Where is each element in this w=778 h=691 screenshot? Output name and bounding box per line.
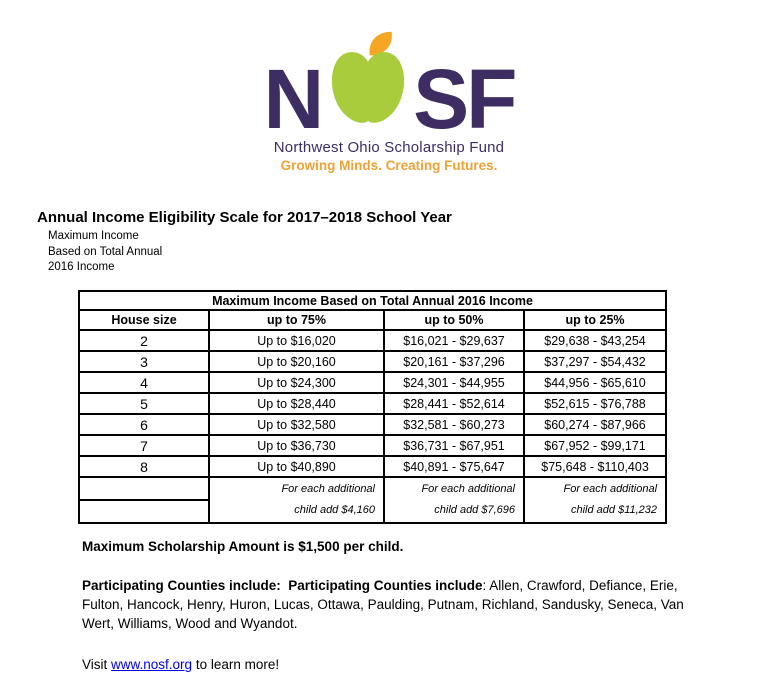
table-row [79, 330, 666, 351]
footer-note-line2: child add $11,232 [571, 504, 658, 516]
col-header-75: up to 75% [209, 310, 384, 330]
logo-letters-sf: SF [413, 52, 515, 147]
table-row [79, 393, 666, 414]
footer-house-top-cell [80, 478, 208, 501]
visit-prefix: Visit [82, 657, 112, 673]
footer-note-line2: child add $7,696 [434, 504, 515, 516]
table-footer-row [79, 477, 666, 523]
col-header-50: up to 50% [384, 310, 524, 330]
notes-section [82, 539, 778, 672]
nosf-logo [0, 0, 778, 173]
table-header-row [79, 310, 666, 330]
logo-tagline: Growing Minds. Creating Futures. [280, 158, 498, 174]
nosf-link[interactable]: www.nosf.org [111, 657, 193, 673]
income-75-value: Up to $32,580 [209, 414, 384, 435]
income-eligibility-table [78, 290, 667, 524]
income-50-value: $40,891 - $75,647 [384, 456, 524, 477]
income-50-value: $16,021 - $29,637 [384, 330, 524, 351]
income-75-value: Up to $16,020 [209, 330, 384, 351]
income-50-value: $32,581 - $60,273 [384, 414, 524, 435]
counties-note [82, 576, 696, 633]
table-row [79, 351, 666, 372]
income-25-value: $52,615 - $76,788 [524, 393, 666, 414]
house-size-value: 6 [79, 414, 209, 435]
house-size-value: 4 [79, 372, 209, 393]
col-header-25: up to 25% [524, 310, 666, 330]
logo-letter-n: N [263, 52, 322, 147]
counties-note-bold: Participating Counties include: Participating Counties include [82, 578, 483, 593]
income-50-value: $24,301 - $44,955 [384, 372, 524, 393]
col-header-house-size: House size [79, 310, 209, 330]
subtitle-line-1: Maximum Income [48, 230, 139, 243]
logo-org-name: Northwest Ohio Scholarship Fund [273, 139, 505, 157]
income-25-value: $37,297 - $54,432 [524, 351, 666, 372]
income-50-value: $20,161 - $37,296 [384, 351, 524, 372]
table-title-row [79, 291, 666, 310]
house-size-value: 8 [79, 456, 209, 477]
table-row [79, 435, 666, 456]
subtitle-line-2: Based on Total Annual [48, 245, 163, 258]
table-title: Maximum Income Based on Total Annual 2016 Income [79, 291, 666, 310]
income-75-value: Up to $24,300 [209, 372, 384, 393]
footer-house-cell [79, 477, 209, 523]
income-25-value: $29,638 - $43,254 [524, 330, 666, 351]
footer-note-line1: For each additional [281, 482, 375, 495]
house-size-value: 3 [79, 351, 209, 372]
subtitle-line-3: 2016 Income [48, 260, 115, 273]
heading-section [37, 209, 778, 275]
footer-note-line1: For each additional [563, 482, 658, 495]
max-scholarship-note: Maximum Scholarship Amount is $1,500 per child. [82, 539, 404, 554]
visit-note [82, 657, 778, 672]
income-50-value: $36,731 - $67,951 [384, 435, 524, 456]
footer-note-line2: child add $4,160 [294, 504, 375, 516]
footer-note-50 [384, 477, 524, 523]
income-25-value: $75,648 - $110,403 [524, 456, 666, 477]
income-75-value: Up to $28,440 [209, 393, 384, 414]
footer-note-75 [209, 477, 384, 523]
table-row [79, 456, 666, 477]
income-50-value: $28,441 - $52,614 [384, 393, 524, 414]
footer-note-25 [524, 477, 666, 523]
table-row [79, 414, 666, 435]
page-subtitle [48, 229, 778, 275]
page-title: Annual Income Eligibility Scale for 2017–2018 School Year [37, 209, 452, 227]
income-25-value: $60,274 - $87,966 [524, 414, 666, 435]
apple-icon [326, 30, 410, 131]
income-25-value: $44,956 - $65,610 [524, 372, 666, 393]
income-75-value: Up to $36,730 [209, 435, 384, 456]
income-75-value: Up to $20,160 [209, 351, 384, 372]
income-75-value: Up to $40,890 [209, 456, 384, 477]
counties-note-list: : Allen, Crawford, Defiance, Erie, Fulton, Hancock, Henry, Huron, Lucas, Ottawa, Paulding, Putnam, Richland, Sandusky, Seneca, Van Wert, Williams, Wood and Wyandot. [82, 578, 688, 632]
house-size-value: 2 [79, 330, 209, 351]
house-size-value: 5 [79, 393, 209, 414]
income-25-value: $67,952 - $99,171 [524, 435, 666, 456]
footer-house-bottom-cell [80, 501, 208, 522]
footer-note-line1: For each additional [421, 482, 515, 495]
house-size-value: 7 [79, 435, 209, 456]
visit-suffix: to learn more! [192, 657, 280, 673]
table-row [79, 372, 666, 393]
logo-wordmark [263, 30, 515, 147]
